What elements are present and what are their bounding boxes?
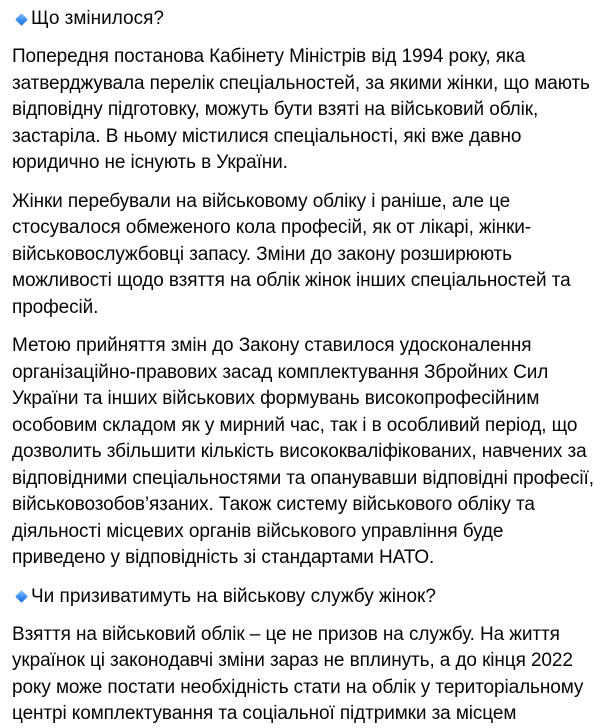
paragraph [12, 189, 602, 322]
text-line: військовослужбовці запасу. Зміни до закону розширюють [12, 243, 512, 265]
text-line: діяльності місцевих органів військового управління буде [12, 520, 504, 542]
section-heading-conscription [12, 584, 602, 610]
text-line: стосувалося обмеженого кола професій, як от лікарі, жінки- [12, 217, 532, 238]
text-line: юридично не існують в України. [12, 152, 288, 173]
text-line: професій. [12, 296, 99, 318]
text-line: відповідну підготовку, можуть бути взяті на військовий облік, [12, 99, 539, 120]
text-line: року може постати необхідність стати на облік у територіальному [12, 676, 584, 698]
text-line: військовозобов’язаних. Також систему військового обліку та [12, 494, 535, 515]
text-line: України та інших військових формувань високопрофесійним [12, 388, 540, 409]
heading-text: Чи призиватимуть на військову службу жінок? [31, 585, 436, 607]
text-line: затверджувала перелік спеціальностей, за якими жінки, що мають [12, 72, 590, 94]
text-line: Попередня постанова Кабінету Міністрів від 1994 року, яка [12, 46, 526, 67]
section-heading-what-changed [12, 6, 602, 32]
text-line: застаріла. В ньому містилися спеціальності, які вже давно [12, 125, 522, 147]
text-line: дозволить збільшити кількість висококваліфікованих, навчених за [12, 441, 587, 462]
paragraph [12, 622, 602, 728]
text-line: відповідними спеціальностями та опанувавши відповідні професії, [12, 467, 594, 489]
blue-diamond-icon [15, 590, 28, 603]
paragraph [12, 333, 602, 572]
text-line: приведено у відповідність зі стандартами НАТО. [12, 547, 435, 568]
text-line: Жінки перебували на військовому обліку і раніше, але це [12, 190, 511, 212]
text-line: організаційно-правових засад комплектування Збройних Сил [12, 361, 549, 383]
text-line: Взяття на військовий облік – це не призов на службу. На життя [12, 623, 560, 645]
text-line: особовим складом як у мирний час, так і в особливий період, що [12, 414, 578, 436]
heading-text: Що змінилося? [31, 8, 164, 29]
text-line: Метою прийняття змін до Закону ставилося удосконалення [12, 335, 532, 356]
text-line: центрі комплектування та соціальної підтримки за місцем [12, 703, 517, 724]
paragraph [12, 44, 602, 177]
text-line: можливості щодо взяття на облік жінок інших спеціальностей та [12, 270, 571, 291]
blue-diamond-icon [15, 13, 28, 26]
text-line: українок ці законодавчі зміни зараз не вплинуть, а до кінця 2022 [12, 650, 573, 671]
